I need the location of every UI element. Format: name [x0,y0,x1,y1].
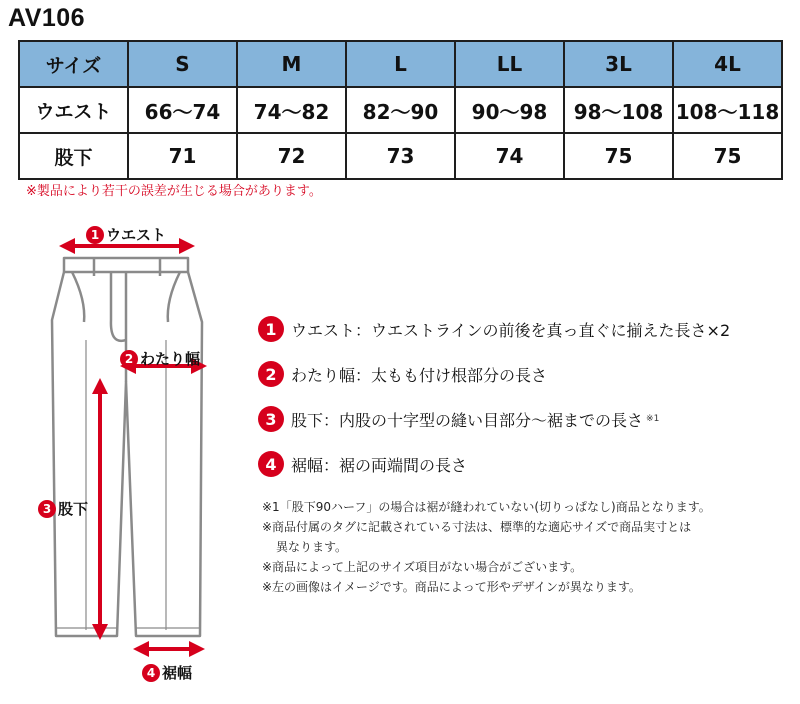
waist-diagram-label [86,224,166,245]
legend-item-thigh [258,361,730,387]
notes [262,497,711,597]
number-badge: 3 [258,406,284,432]
size-header-row [19,41,782,87]
inseam-diagram-label [38,498,88,519]
legend-desc: ：ウエストラインの前後を真っ直ぐに揃えた長さ×2 [355,320,731,340]
inseam-label: 股下 [19,133,128,179]
number-badge: 1 [258,316,284,342]
measurement-legend [258,316,730,496]
number-badge: 1 [86,226,104,244]
thigh-diagram-label [120,348,200,369]
pants-outline [52,258,202,636]
size-header-label: サイズ [19,41,128,87]
waist-value: 82〜90 [346,87,455,133]
waist-row [19,87,782,133]
waist-value: 66〜74 [128,87,237,133]
inseam-row [19,133,782,179]
number-badge: 4 [142,664,160,682]
legend-item-hem [258,451,730,477]
waist-diagram-text: ウエスト [106,226,167,244]
hem-diagram-label [142,662,192,683]
inseam-value: 75 [564,133,673,179]
legend-term: ウエスト [291,320,356,340]
size-m: M [237,41,346,87]
legend-desc: ：裾の両端間の長さ [323,455,468,475]
waist-label: ウエスト [19,87,128,133]
legend-desc: ：太もも付け根部分の長さ [355,365,548,385]
inseam-value: 71 [128,133,237,179]
size-s: S [128,41,237,87]
number-badge: 3 [38,500,56,518]
inseam-value: 72 [237,133,346,179]
pants-diagram [0,210,240,704]
waist-value: 74〜82 [237,87,346,133]
legend-footnote-mark: ※1 [646,414,660,424]
waist-value: 108〜118 [673,87,782,133]
inseam-value: 75 [673,133,782,179]
legend-term: 股下 [291,410,324,430]
legend-item-inseam [258,406,730,432]
inseam-diagram-text: 股下 [58,500,89,518]
size-ll: LL [455,41,564,87]
legend-term: 裾幅 [291,455,324,475]
thigh-diagram-text: わたり幅 [140,350,201,368]
number-badge: 4 [258,451,284,477]
note-line: ※商品付属のタグに記載されている寸法は、標準的な適応サイズで商品実寸とは [262,520,692,534]
note-line: ※1「股下90ハーフ」の場合は裾が縫われていない(切りっぱなし)商品となります。 [262,500,711,514]
size-3l: 3L [564,41,673,87]
inseam-value: 74 [455,133,564,179]
note-line: 異なります。 [276,540,348,554]
size-table [18,40,783,180]
size-4l: 4L [673,41,782,87]
model-number: AV106 [8,4,86,32]
number-badge: 2 [120,350,138,368]
inseam-value: 73 [346,133,455,179]
waist-value: 90〜98 [455,87,564,133]
note-line: ※商品によって上記のサイズ項目がない場合がございます。 [262,560,583,574]
legend-desc: ：内股の十字型の縫い目部分〜裾までの長さ [323,410,644,430]
number-badge: 2 [258,361,284,387]
legend-item-waist [258,316,730,342]
hem-diagram-text: 裾幅 [162,664,193,682]
legend-term: わたり幅 [291,365,356,385]
error-note: ※製品により若干の誤差が生じる場合があります。 [26,184,322,199]
waist-value: 98〜108 [564,87,673,133]
note-line: ※左の画像はイメージです。商品によって形やデザインが異なります。 [262,580,641,594]
size-l: L [346,41,455,87]
